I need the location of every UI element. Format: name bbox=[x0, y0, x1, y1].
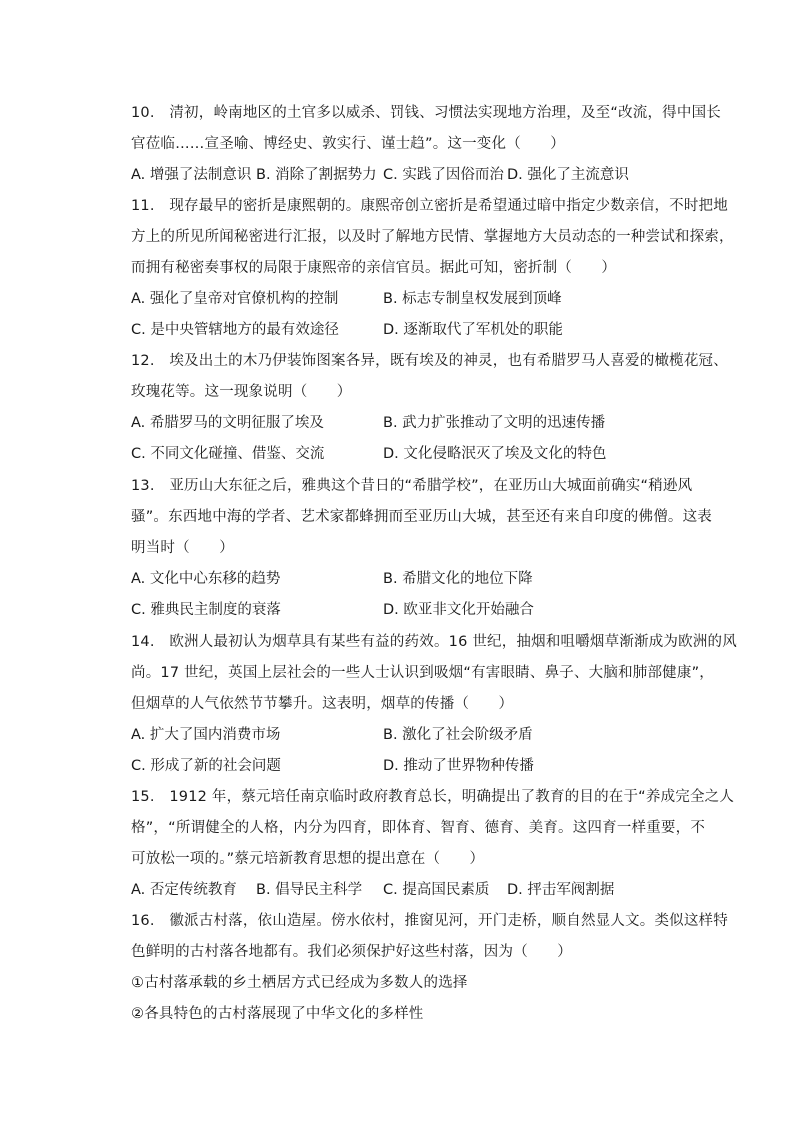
q11-stem-line-3: 而拥有秘密奏事权的局限于康熙帝的亲信官员。据此可知，密折制（ ） bbox=[131, 260, 617, 276]
q13-option-a: A. 文化中心东移的趋势 bbox=[131, 571, 281, 587]
q12-option-c: C. 不同文化碰撞、借鉴、交流 bbox=[131, 446, 325, 462]
q12-option-d: D. 文化侵略泯灭了埃及文化的特色 bbox=[383, 446, 607, 462]
q16-item-1: ①古村落承载的乡土栖居方式已经成为多数人的选择 bbox=[131, 975, 468, 991]
q13-option-c: C. 雅典民主制度的衰落 bbox=[131, 602, 281, 618]
q15-stem-line-1: 15. 1912 年，蔡元培任南京临时政府教育总长，明确提出了教育的目的在于“养成完全之人 bbox=[131, 789, 735, 805]
q10-stem-line-1: 10. 清初，岭南地区的土官多以威杀、罚钱、习惯法实现地方治理，及至“改流，得中国长 bbox=[131, 105, 721, 121]
q14-stem-line-3: 但烟草的人气依然节节攀升。这表明，烟草的传播（ ） bbox=[131, 696, 514, 712]
q15-stem-line-3: 可放松一项的。”蔡元培新教育思想的提出意在（ ） bbox=[131, 851, 485, 867]
q10-option-c: C. 实践了因俗而治 bbox=[383, 167, 504, 183]
q14-option-c: C. 形成了新的社会问题 bbox=[131, 758, 281, 774]
q13-stem-line-3: 明当时（ ） bbox=[131, 540, 234, 556]
q12-stem-line-1: 12. 埃及出土的木乃伊装饰图案各异，既有埃及的神灵，也有希腊罗马人喜爱的橄榄花冠、 bbox=[131, 353, 728, 369]
q13-option-b: B. 希腊文化的地位下降 bbox=[383, 571, 533, 587]
q12-option-b: B. 武力扩张推动了文明的迅速传播 bbox=[383, 415, 606, 431]
q15-stem-line-2: 格”，“所谓健全的人格，内分为四育，即体育、智育、德育、美育。这四育一样重要，不 bbox=[131, 820, 706, 836]
q16-item-2: ②各具特色的古村落展现了中华文化的多样性 bbox=[131, 1006, 424, 1022]
q14-option-d: D. 推动了世界物种传播 bbox=[383, 758, 534, 774]
q16-stem-line-2: 色鲜明的古村落各地都有。我们必须保护好这些村落，因为（ ） bbox=[131, 944, 572, 960]
q15-option-b: B. 倡导民主科学 bbox=[256, 882, 363, 898]
q15-option-a: A. 否定传统教育 bbox=[131, 882, 237, 898]
q14-stem-line-1: 14. 欧洲人最初认为烟草具有某些有益的药效。16 世纪，抽烟和咀嚼烟草渐渐成为欧洲的风 bbox=[131, 634, 737, 650]
q11-option-a: A. 强化了皇帝对官僚机构的控制 bbox=[131, 291, 339, 307]
q13-option-d: D. 欧亚非文化开始融合 bbox=[383, 602, 534, 618]
q12-stem-line-2: 玫瑰花等。这一现象说明（ ） bbox=[131, 384, 352, 400]
q10-option-a: A. 增强了法制意识 bbox=[131, 167, 252, 183]
q15-option-c: C. 提高国民素质 bbox=[383, 882, 490, 898]
q11-option-c: C. 是中央管辖地方的最有效途径 bbox=[131, 322, 339, 338]
q10-option-d: D. 强化了主流意识 bbox=[507, 167, 629, 183]
q14-option-a: A. 扩大了国内消费市场 bbox=[131, 727, 281, 743]
q11-option-d: D. 逐渐取代了军机处的职能 bbox=[383, 322, 563, 338]
q11-option-b: B. 标志专制皇权发展到顶峰 bbox=[383, 291, 562, 307]
q10-option-b: B. 消除了割据势力 bbox=[256, 167, 377, 183]
q16-stem-line-1: 16. 徽派古村落，依山造屋。傍水依村，推窗见河，开门走桥，顺自然显人文。类似这样特 bbox=[131, 913, 728, 929]
q14-stem-line-2: 尚。17 世纪，英国上层社会的一些人士认识到吸烟“有害眼睛、鼻子、大脑和肺部健康”， bbox=[131, 665, 714, 681]
q15-option-d: D. 抨击军阀割据 bbox=[507, 882, 615, 898]
q13-stem-line-2: 骚”。东西地中海的学者、艺术家都蜂拥而至亚历山大城，甚至还有来自印度的佛僧。这表 bbox=[131, 509, 713, 525]
q13-stem-line-1: 13. 亚历山大东征之后，雅典这个昔日的“希腊学校”，在亚历山大城面前确实“稍逊风 bbox=[131, 478, 693, 494]
q10-stem-line-2: 官莅临……宣圣喻、博经史、敦实行、谨士趋”。这一变化（ ） bbox=[131, 136, 566, 152]
q11-stem-line-1: 11. 现存最早的密折是康熙朝的。康熙帝创立密折是希望通过暗中指定少数亲信，不时把地 bbox=[131, 198, 728, 214]
q14-option-b: B. 激化了社会阶级矛盾 bbox=[383, 727, 533, 743]
q12-option-a: A. 希腊罗马的文明征服了埃及 bbox=[131, 415, 324, 431]
q11-stem-line-2: 方上的所见所闻秘密进行汇报，以及时了解地方民情、掌握地方大员动态的一种尝试和探索， bbox=[131, 229, 734, 245]
